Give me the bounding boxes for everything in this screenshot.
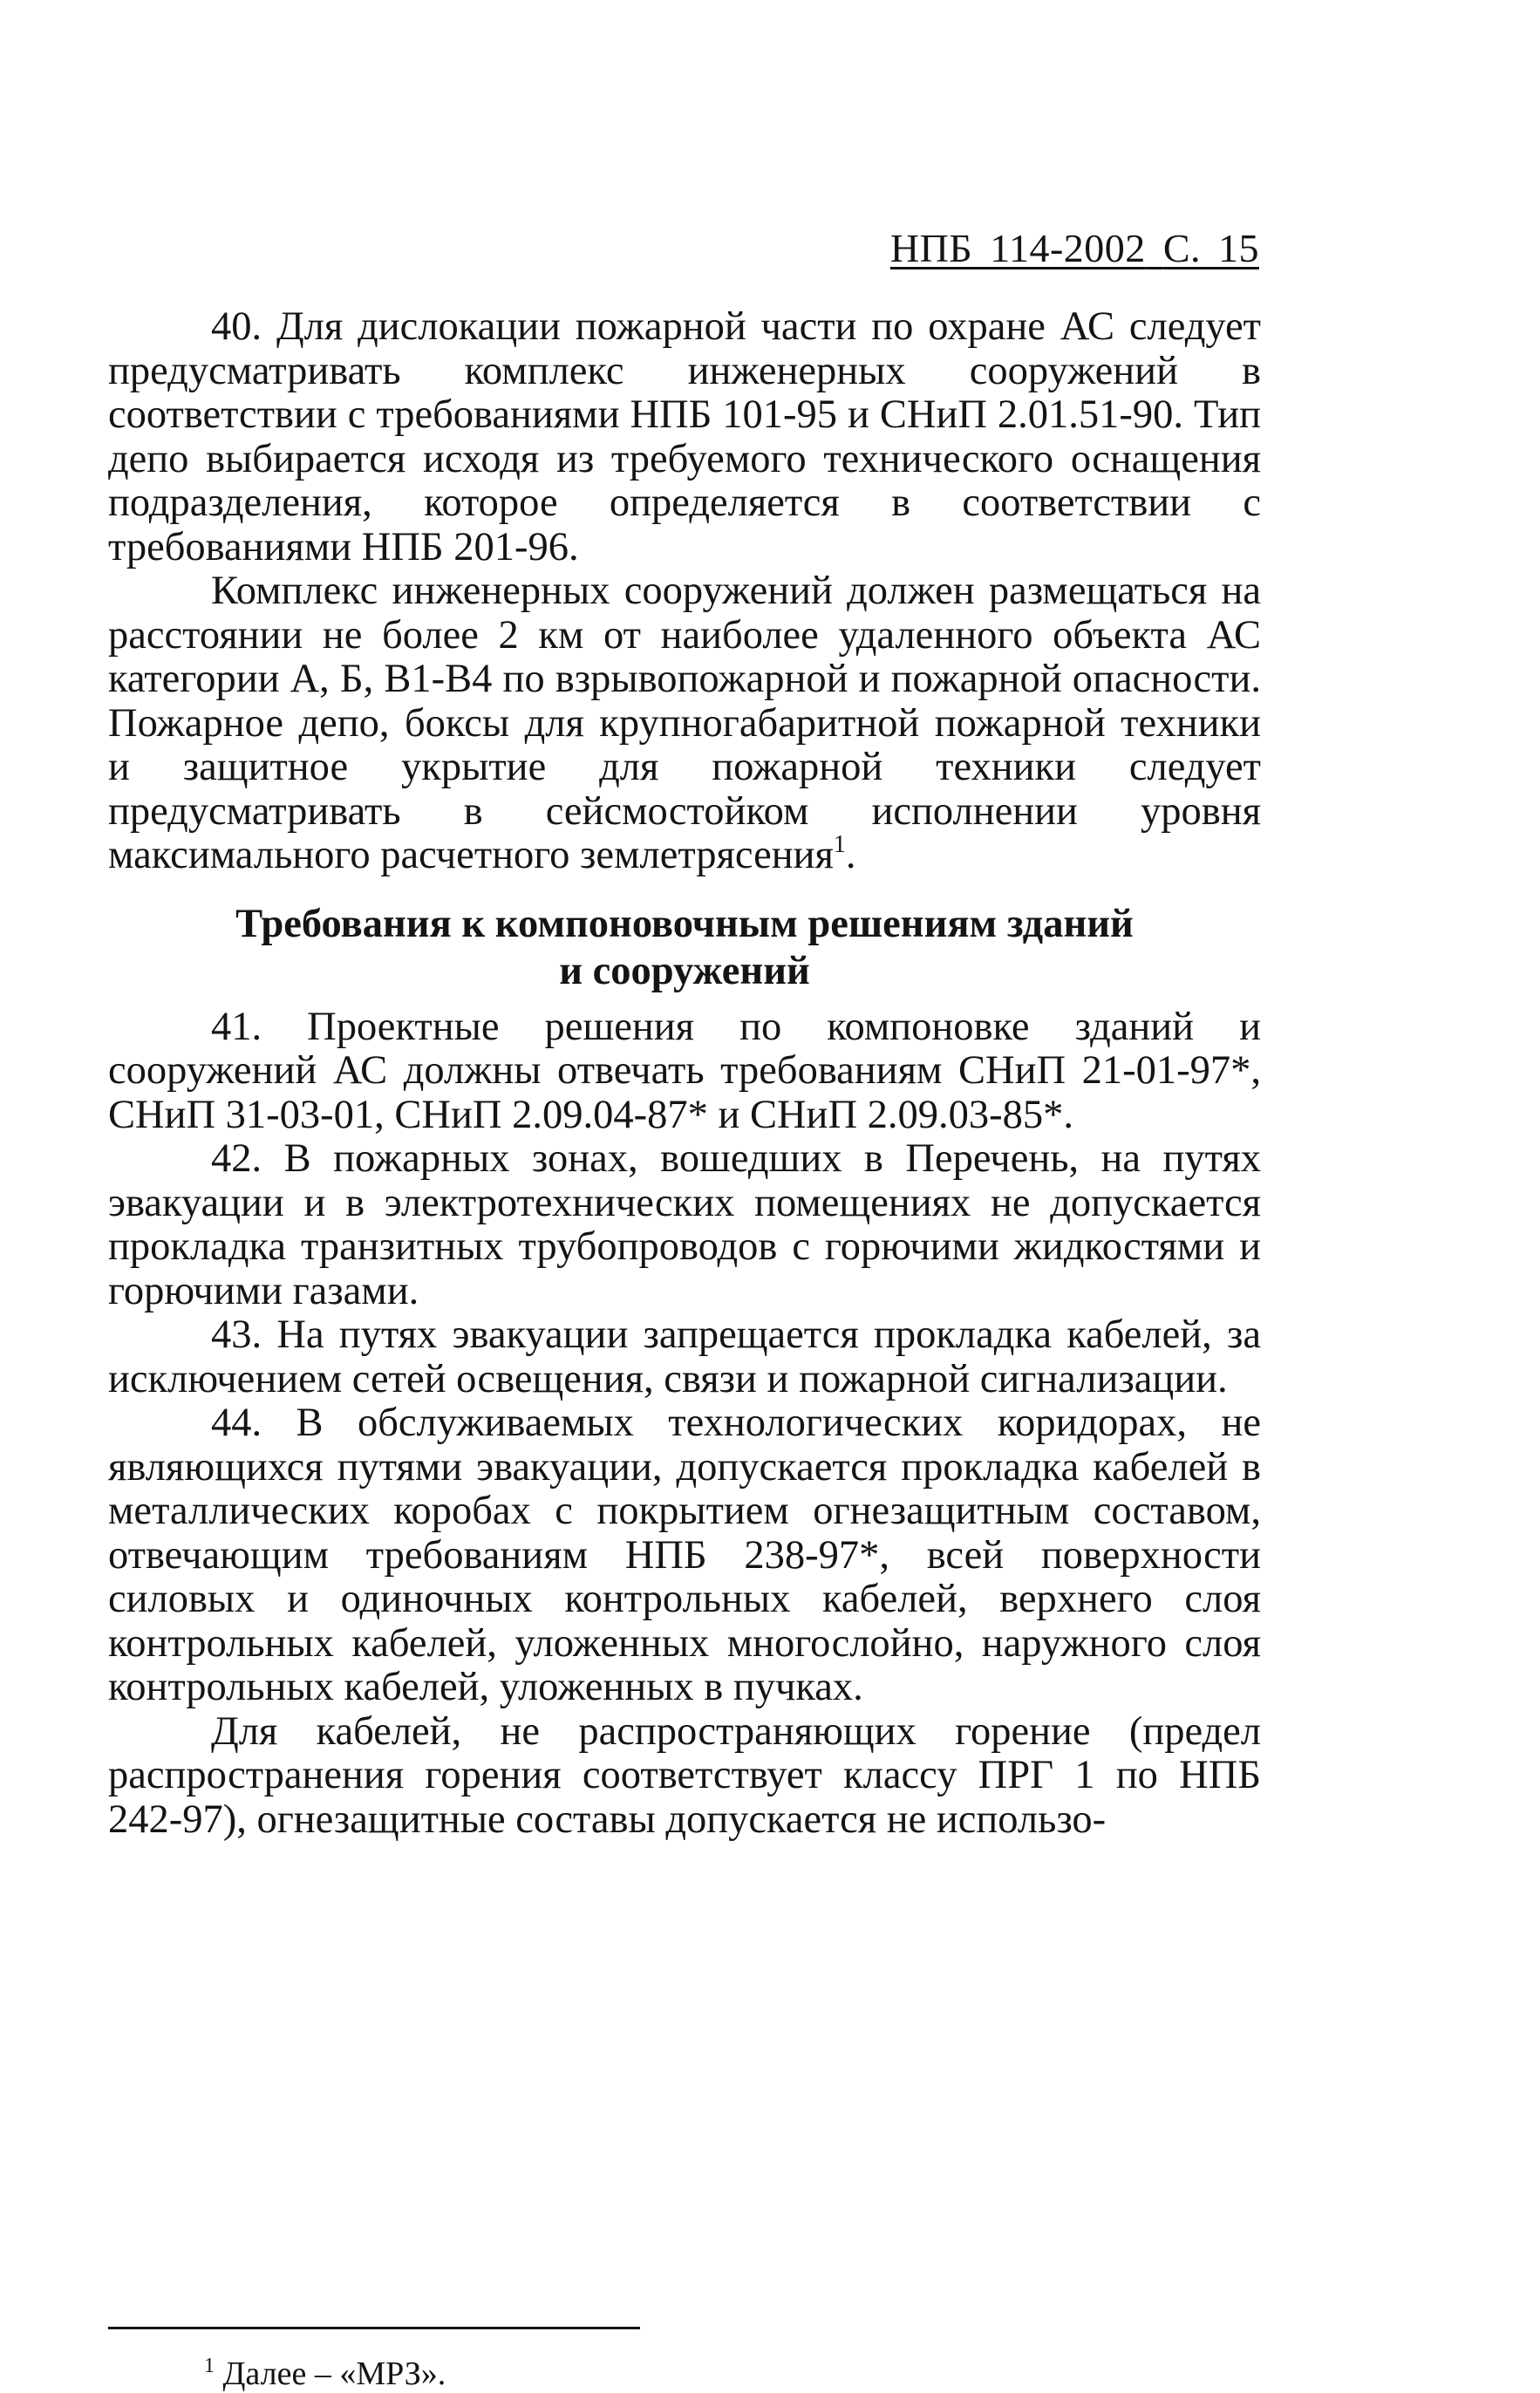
document-code: НПБ 114-2002 — [889, 226, 1146, 270]
paragraph-43: 43. На путях эвакуации запрещается прокладка кабелей, за исключением сетей освещения, связи и пожарной сигнализации. — [108, 1312, 1261, 1401]
page-header — [890, 225, 1259, 271]
footnote-mark: 1 — [204, 2355, 215, 2377]
paragraph-41: 41. Проектные решения по компоновке зданий и сооружений АС должны отвечать требованиям СНиП 21-01-97*, СНиП 31-03-01, СНиП 2.09.04-87* и СНиП 2.09.03-85*. — [108, 1004, 1261, 1137]
paragraph-44: 44. В обслуживаемых технологических коридорах, не являющихся путями эвакуации, допускается прокладка кабелей в металлических коробах с покрытием огнезащитным составом, отвечающим требованиям НПБ 238-97*, всей поверхности силовых и одиночных контрольных кабелей, верхнего слоя контрольных кабелей, уложенных многослойно, наружного слоя контрольных кабелей, уложенных в пучках. — [108, 1401, 1261, 1709]
section-heading-line-1: Требования к компоновочным решениям зданий — [235, 901, 1134, 946]
paragraph-40-continuation-text: Комплекс инженерных сооружений должен размещаться на расстоянии не более 2 км от наиболее удаленного объекта АС категории А, Б, В1-В4 по взрывопожарной и пожарной опасности. Пожарное депо, боксы для крупногабаритной пожарной техники и защитное укрытие для пожарной техники следует предусматривать в сейсмостойком исполнении уровня максимального расчетного землетрясения — [108, 569, 1261, 877]
paragraph-42: 42. В пожарных зонах, вошедших в Перечень, на путях эвакуации и в электротехнических помещениях не допускается прокладка транзитных трубопроводов с горючими жидкостями и горючими газами. — [108, 1136, 1261, 1313]
paragraph-40: 40. Для дислокации пожарной части по охране АС следует предусматривать комплекс инженерных сооружений в соответствии с требованиями НПБ 101-95 и СНиП 2.01.51-90. Тип депо выбирается исходя из требуемого технического оснащения подразделения, которое определяется в соответствии с требованиями НПБ 201-96. — [108, 304, 1261, 569]
footnote-text: Далее – «МРЗ». — [222, 2356, 446, 2392]
document-body — [108, 305, 1261, 1842]
paragraph-40-continuation-end: . — [845, 833, 856, 877]
footnote — [204, 2355, 446, 2393]
footnote-separator — [108, 2327, 640, 2329]
section-heading-line-2: и сооружений — [559, 948, 810, 993]
paragraph-44-continuation: Для кабелей, не распространяющих горение (предел распространения горения соответствует классу ПРГ 1 по НПБ 242-97), огнезащитные составы допускается не использо- — [108, 1708, 1261, 1842]
section-heading — [108, 901, 1261, 995]
paragraph-40-continuation — [108, 569, 1261, 878]
footnote-reference-mark: 1 — [833, 831, 846, 858]
page-number: С. 15 — [1162, 226, 1259, 270]
